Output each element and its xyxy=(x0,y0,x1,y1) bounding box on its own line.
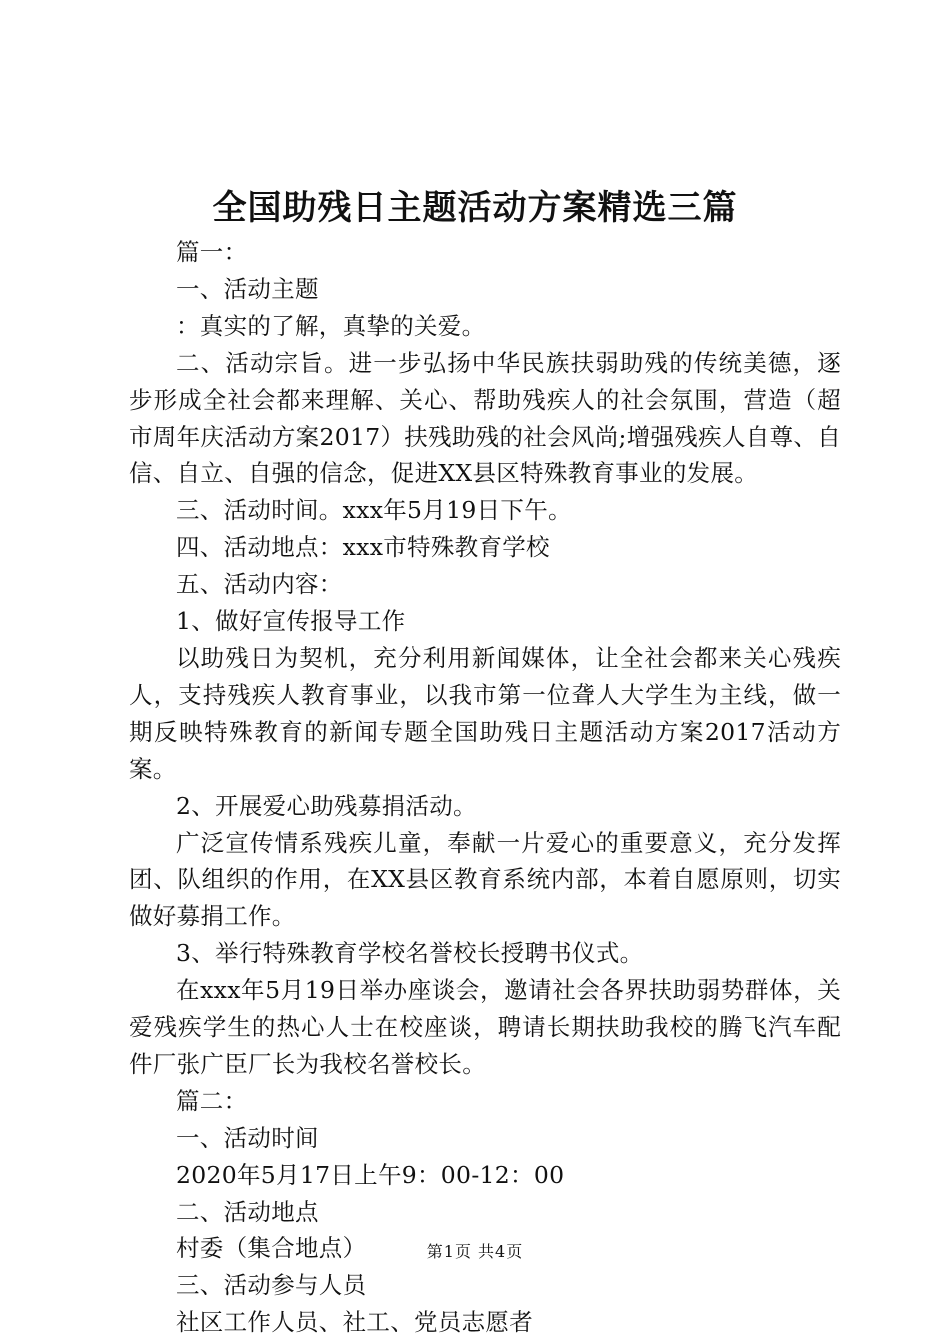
paragraph-part2-participants-heading: 三、活动参与人员 xyxy=(176,1271,367,1300)
paragraph-purpose: 二、活动宗旨。进一步弘扬中华民族扶弱助残的传统美德，逐步形成全社会都来理解、关心、帮助残疾人的社会氛围，营造（超市周年庆活动方案2017）扶残助残的社会风尚;增强残疾人自尊、自信、自立、自强的信念，促进XX县区特殊教育事业的发展。 xyxy=(129,348,841,488)
paragraph-theme-heading: 一、活动主题 xyxy=(176,274,319,303)
paragraph-part1-heading: 篇一： xyxy=(176,238,248,266)
paragraph-location: 四、活动地点：xxx市特殊教育学校 xyxy=(176,533,550,562)
paragraph-part2-location-heading: 二、活动地点 xyxy=(176,1197,319,1226)
paragraph-part2-time-heading: 一、活动时间 xyxy=(176,1123,319,1152)
page-footer: 第1页 共4页 xyxy=(426,1242,524,1261)
paragraph-part2-location: 村委（集合地点） xyxy=(176,1234,367,1263)
paragraph-content-heading: 五、活动内容： xyxy=(176,570,343,599)
paragraph-item3-heading: 3、举行特殊教育学校名誉校长授聘书仪式。 xyxy=(176,939,644,968)
paragraph-item2-heading: 2、开展爱心助残募捐活动。 xyxy=(176,791,477,820)
paragraph-item2-text: 广泛宣传情系残疾儿童，奉献一片爱心的重要意义，充分发挥团、队组织的作用，在XX县区教育系统内部，本着自愿原则，切实做好募捐工作。 xyxy=(129,828,841,931)
paragraph-item1-heading: 1、做好宣传报导工作 xyxy=(176,607,406,636)
paragraph-part2-time: 2020年5月17日上午9：00-12：00 xyxy=(176,1160,565,1189)
paragraph-item3-text: 在xxx年5月19日举办座谈会，邀请社会各界扶助弱势群体，关爱残疾学生的热心人士在校座谈，聘请长期扶助我校的腾飞汽车配件厂张广臣厂长为我校名誉校长。 xyxy=(129,976,841,1078)
document-body xyxy=(129,234,841,1341)
paragraph-theme-text: ：真实的了解，真挚的关爱。 xyxy=(176,311,486,340)
paragraph-time: 三、活动时间。xxx年5月19日下午。 xyxy=(176,496,572,525)
paragraph-part2-participants: 社区工作人员、社工、党员志愿者 xyxy=(176,1308,533,1337)
document-title: 全国助残日主题活动方案精选三篇 xyxy=(212,188,738,228)
paragraph-item1-text: 以助残日为契机，充分利用新闻媒体，让全社会都来关心残疾人，支持残疾人教育事业，以我市第一位聋人大学生为主线，做一期反映特殊教育的新闻专题全国助残日主题活动方案2017活动方案。 xyxy=(129,643,841,783)
paragraph-part2-heading: 篇二： xyxy=(176,1086,248,1115)
